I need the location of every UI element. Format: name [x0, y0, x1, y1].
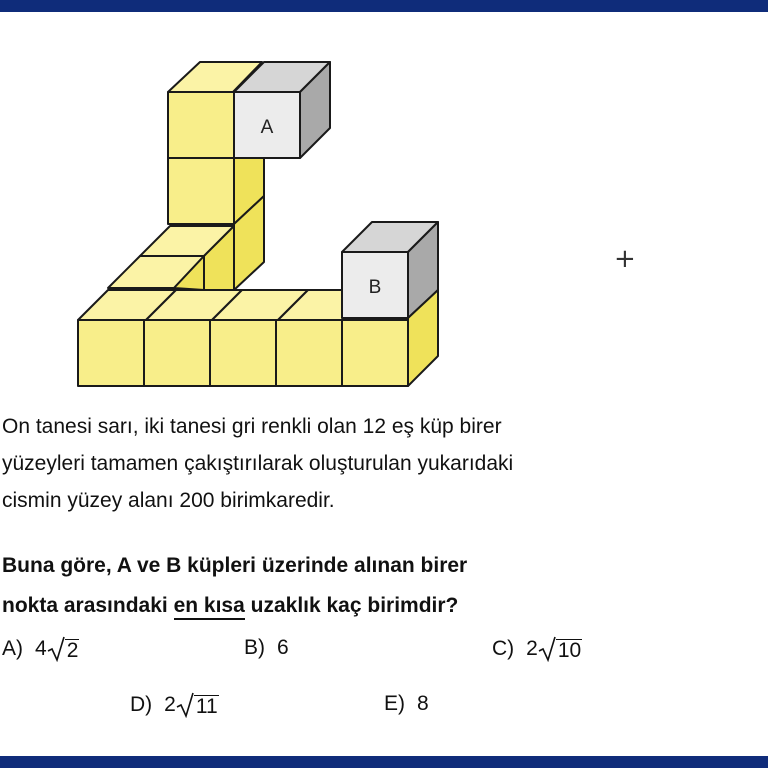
sqrt-sign: [47, 636, 80, 662]
crosshair-cursor-icon: +: [614, 244, 636, 274]
cube-front: [276, 320, 342, 386]
question-text: [2, 546, 762, 626]
option-coef: 2: [526, 637, 538, 660]
problem-line: cismin yüzey alanı 200 birimkaredir.: [2, 489, 335, 512]
option-e[interactable]: [384, 692, 429, 716]
question-page: [0, 12, 768, 756]
option-radicand: 11: [195, 695, 218, 718]
option-radicand: 2: [66, 639, 79, 662]
option-value: 6: [277, 636, 289, 659]
option-d[interactable]: [130, 692, 219, 718]
option-value: 8: [417, 692, 429, 715]
option-c[interactable]: [492, 636, 582, 662]
cube-front: [342, 320, 408, 386]
cube-figure: [70, 50, 450, 390]
cube-front: [168, 158, 234, 224]
cube-front: [78, 320, 144, 386]
option-b[interactable]: [244, 636, 289, 660]
question-line: [2, 586, 762, 626]
cube-front: [210, 320, 276, 386]
option-coef: 4: [35, 637, 47, 660]
problem-line: On tanesi sarı, iki tanesi gri renkli olan 12 eş küp birer: [2, 415, 502, 438]
option-letter: A): [2, 637, 23, 660]
problem-text: [2, 408, 762, 519]
cube-b-label: B: [368, 277, 382, 298]
question-line: Buna göre, A ve B küpleri üzerinde alınan birer: [2, 554, 468, 577]
question-underlined: en kısa: [174, 594, 245, 620]
option-radicand: 10: [557, 639, 582, 662]
question-line-start: nokta arasındaki: [2, 594, 174, 617]
cube-front: [168, 92, 234, 158]
option-letter: C): [492, 637, 515, 660]
option-letter: B): [244, 636, 265, 659]
sqrt-sign: [176, 692, 219, 718]
question-line-end: uzaklık kaç birimdir?: [244, 594, 459, 617]
option-coef: 2: [164, 693, 176, 716]
option-letter: D): [130, 693, 153, 716]
option-letter: E): [384, 692, 405, 715]
option-a[interactable]: [2, 636, 79, 662]
cube-a-label: A: [260, 117, 274, 138]
cube-front: [144, 320, 210, 386]
sqrt-sign: [538, 636, 582, 662]
problem-line: yüzeyleri tamamen çakıştırılarak oluşturulan yukarıdaki: [2, 452, 514, 475]
